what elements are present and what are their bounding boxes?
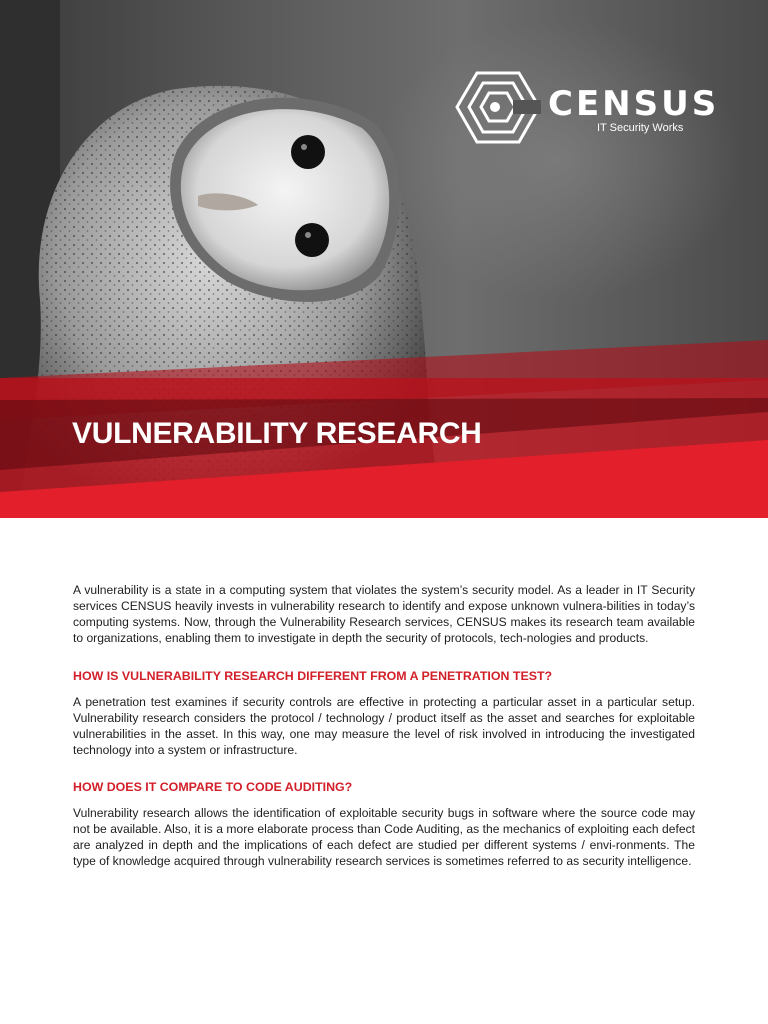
page-title: VULNERABILITY RESEARCH: [72, 417, 482, 450]
intro-paragraph: A vulnerability is a state in a computing system that violates the system’s security model. As a leader in IT Security services CENSUS heavily invests in vulnerability research to identify and expose unknown vulnera-bilities in today’s computing systems. Now, through the Vulnerability Research services, CENSUS makes its research team available to organizations, enabling them to investigate in depth the security of protocols, tech-nologies and products.: [73, 583, 695, 645]
brand-tagline: IT Security Works: [597, 122, 684, 134]
section-heading: HOW DOES IT COMPARE TO CODE AUDITING?: [73, 780, 353, 794]
brand-name: CENSUS: [548, 84, 720, 124]
section-heading: HOW IS VULNERABILITY RESEARCH DIFFERENT FROM A PENETRATION TEST?: [73, 669, 553, 683]
section-paragraph: Vulnerability research allows the identification of exploitable security bugs in software where the source code may not be available. Also, it is a more elaborate process than Code Auditing, as the mechanics of exploiting each defect are analyzed in depth and the implications of each defect are studied per different systems / envi-ronments. The type of knowledge acquired through vulnerability research services is sometimes referred to as security intelligence.: [73, 806, 695, 868]
article-body: [73, 582, 695, 869]
section-paragraph: A penetration test examines if security controls are effective in protecting a particular asset in a particular setup. Vulnerability research considers the protocol / technology / product itself as the asset and searches for exploitable vulnerabilities in the asset. In this way, one may measure the level of risk involved in introducing the investigated technology into a system or infrastructure.: [73, 695, 695, 757]
census-logo-mark: [455, 70, 541, 145]
census-logo: [455, 70, 720, 145]
